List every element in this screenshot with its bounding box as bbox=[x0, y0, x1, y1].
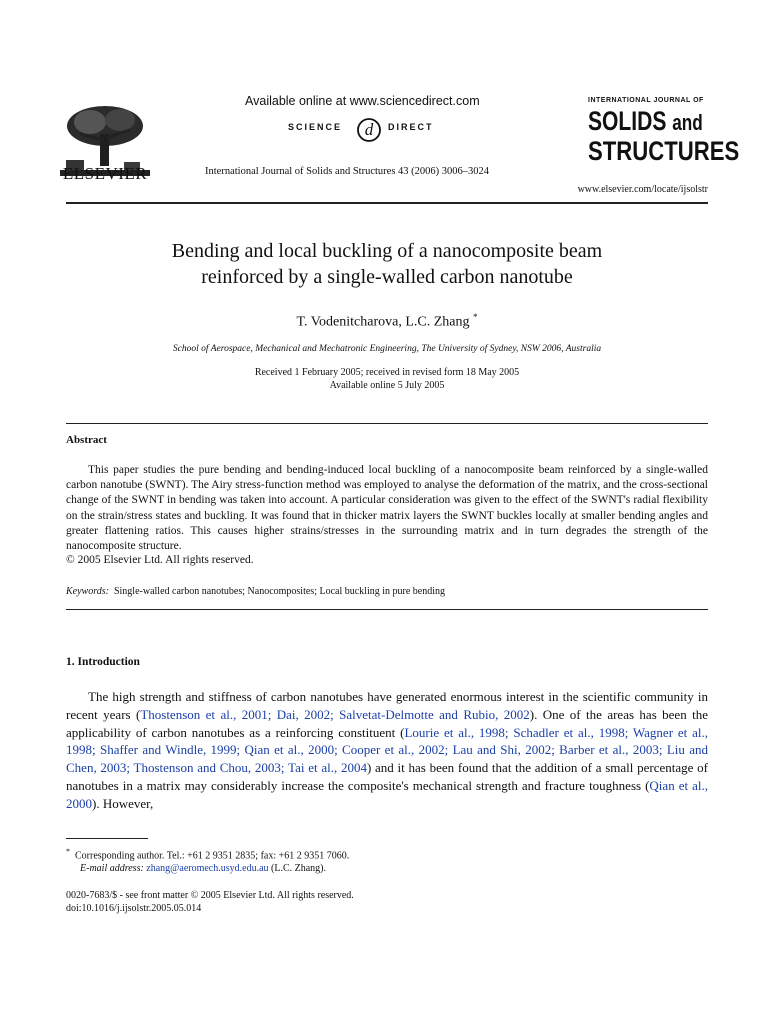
intro-text-1: The high strength and stiffness of carbon nanotubes have generated enormous interest in the scientific community in recent years ( bbox=[66, 689, 708, 722]
affiliation: School of Aerospace, Mechanical and Mechatronic Engineering, The University of Sydney, NSW 2006, Australia bbox=[172, 344, 602, 354]
keywords bbox=[66, 586, 445, 597]
paper-title-line2: reinforced by a single-walled carbon nanotube bbox=[201, 266, 573, 288]
journal-citation: International Journal of Solids and Structures 43 (2006) 3006–3024 bbox=[205, 166, 490, 177]
intro-text-2: ). One of the areas has been the applicability of carbon nanotubes as a reinforcing constituent ( bbox=[66, 706, 708, 740]
header-divider bbox=[66, 202, 708, 204]
corresponding-author-text: Corresponding author. Tel.: +61 2 9351 2835; fax: +61 2 9351 7060. bbox=[75, 850, 350, 862]
received-line: Received 1 February 2005; received in revised form 18 May 2005 bbox=[254, 367, 520, 378]
sciencedirect-d-icon bbox=[354, 116, 384, 144]
intro-text-3: ) and it has been found that the addition of a small percentage of nanotubes in a matrix may considerably increase the composite's mechanical strength and fracture toughness ( bbox=[66, 760, 708, 793]
footnote bbox=[66, 845, 349, 875]
available-online-text: Available online at www.sciencedirect.com bbox=[245, 94, 480, 108]
available-online-date: Available online 5 July 2005 bbox=[329, 380, 445, 391]
sciencedirect-right: DIRECT bbox=[388, 122, 434, 132]
paper-title bbox=[66, 238, 708, 290]
keywords-list: Single-walled carbon nanotubes; Nanocomposites; Local buckling in pure bending bbox=[113, 586, 445, 597]
email-link[interactable]: zhang@aeromech.usyd.edu.au bbox=[146, 863, 269, 875]
author-names: T. Vodenitcharova, L.C. Zhang bbox=[296, 314, 470, 330]
elsevier-wordmark: ELSEVIER bbox=[62, 164, 148, 183]
intro-text-4: ). However, bbox=[92, 795, 154, 811]
footnote-divider bbox=[66, 838, 148, 839]
journal-logo-solids bbox=[588, 106, 703, 138]
footnote-mark: * bbox=[66, 847, 70, 856]
abstract-copyright: © 2005 Elsevier Ltd. All rights reserved. bbox=[66, 554, 254, 566]
journal-logo-top: INTERNATIONAL JOURNAL OF bbox=[588, 97, 704, 104]
sciencedirect-logo bbox=[288, 116, 458, 144]
citation-link-3[interactable]: Qian et al., 2000 bbox=[66, 777, 708, 811]
introduction-paragraph bbox=[66, 688, 708, 813]
email-suffix: (L.C. Zhang). bbox=[271, 863, 327, 875]
journal-logo-solids-word: SOLIDS bbox=[588, 106, 667, 136]
abstract-body: This paper studies the pure bending and bending-induced local buckling of a nanocomposite beam reinforced by a single-walled carbon nanotube (SWNT). The Airy stress-function method was employed to analyse the deformation of the matrix, and the cross-sectional change of the SWNT in bending was taken into account. A particular consideration was given to the effect of the SWNT's radial flexibility on the strain/stress states and buckling. It was found that in thicker matrix layers the SWNT buckles locally at smaller bending angles and greater flattening ratios. This causes higher strains/stresses in the surrounding matrix and in turn degrades the strength of the nanocomposite structure. bbox=[66, 464, 708, 553]
paper-title-line1: Bending and local buckling of a nanocomposite beam bbox=[171, 240, 603, 262]
journal-url-link[interactable]: www.elsevier.com/locate/ijsolstr bbox=[577, 184, 708, 195]
abstract-top-divider bbox=[66, 423, 708, 424]
email-label: E-mail address: bbox=[80, 863, 144, 875]
corresponding-author-line bbox=[66, 845, 349, 862]
svg-text:d: d bbox=[364, 120, 374, 139]
journal-logo-structures: STRUCTURES bbox=[588, 136, 740, 166]
journal-logo-and: and bbox=[672, 110, 703, 135]
authors bbox=[66, 312, 708, 331]
email-line bbox=[66, 862, 349, 875]
abstract-bottom-divider bbox=[66, 609, 708, 610]
issn-doi bbox=[66, 889, 354, 915]
issn-line: 0020-7683/$ - see front matter © 2005 Elsevier Ltd. All rights reserved. bbox=[66, 890, 354, 901]
keywords-label: Keywords: bbox=[66, 586, 109, 597]
abstract-heading: Abstract bbox=[66, 434, 107, 446]
citation-link-2[interactable]: Lourie et al., 1998; Schadler et al., 1998; Wagner et al., 1998; Shaffer and Windle, 1999; Qian et al., 2000; Cooper et al., 2002; Lau and Shi, 2002; Barber et al., 2003; Liu and Chen, 2003; Thostenson and Chou, 2003; Tai et al., 2004 bbox=[66, 724, 708, 776]
author-footnote-mark[interactable]: * bbox=[473, 312, 478, 322]
sciencedirect-left: SCIENCE bbox=[288, 122, 343, 132]
received-dates bbox=[66, 366, 708, 392]
section-heading-introduction: 1. Introduction bbox=[66, 656, 140, 668]
citation-link-1[interactable]: Thostenson et al., 2001; Dai, 2002; Salvetat-Delmotte and Rubio, 2002 bbox=[140, 706, 530, 722]
doi-line[interactable]: doi:10.1016/j.ijsolstr.2005.05.014 bbox=[66, 903, 202, 914]
